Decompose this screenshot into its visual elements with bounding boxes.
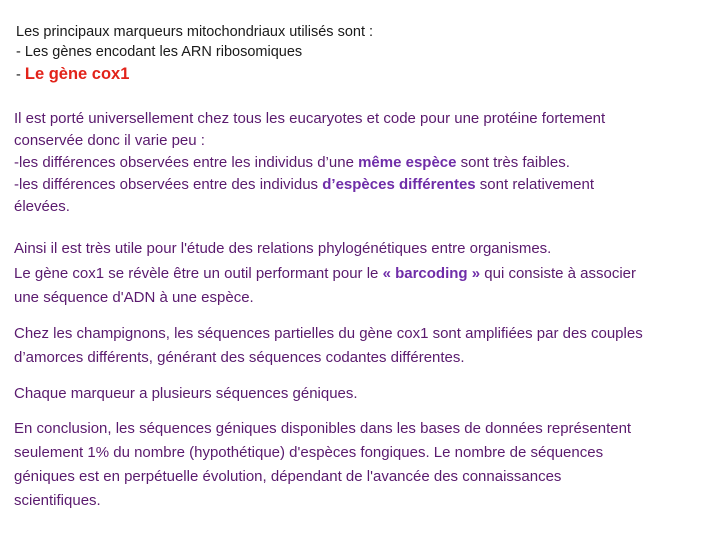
paragraph-line: Chaque marqueur a plusieurs séquences géniques. (14, 385, 358, 402)
emphasis-barcoding: « barcoding » (382, 264, 481, 282)
header-line-cox1 (16, 64, 373, 85)
paragraph-line (14, 152, 709, 174)
paragraph-line: En conclusion, les séquences géniques disponibles dans les bases de données représentent (14, 420, 632, 437)
header-block (16, 22, 373, 85)
paragraph-conservation (14, 108, 709, 218)
text-run: sont relativement (475, 176, 595, 193)
paragraph-line (14, 262, 709, 287)
text-run: -les différences observées entre des individus (14, 176, 323, 193)
header-line-intro: Les principaux marqueurs mitochondriaux utilisés sont : (16, 24, 374, 40)
text-run: sont très faibles. (456, 154, 570, 171)
paragraph-line: élevées. (14, 198, 70, 215)
paragraph-line: géniques est en perpétuelle évolution, dépendant de l'avancée des connaissances (14, 468, 562, 485)
emphasis-especes-differentes: d’espèces différentes (322, 176, 476, 193)
text-run: Le gène cox1 se révèle être un outil performant pour le (14, 264, 383, 282)
paragraph-line: Chez les champignons, les séquences partielles du gène cox1 sont amplifiées par des couples (14, 325, 643, 342)
header-line-cox1-prefix: - (16, 67, 25, 83)
paragraph-line: d’amorces différents, générant des séquences codantes différentes. (14, 349, 465, 366)
cox1-heading: Le gène cox1 (24, 65, 130, 83)
paragraph-line: Il est porté universellement chez tous les eucaryotes et code pour une protéine fortement (14, 110, 606, 127)
paragraph-line: scientifiques. (14, 492, 101, 509)
text-run: -les différences observées entre les individus d’une (14, 154, 359, 171)
paragraph-barcoding (14, 237, 709, 311)
emphasis-meme-espece: même espèce (358, 154, 457, 171)
paragraph-line: Ainsi il est très utile pour l'étude des relations phylogénétiques entre organismes. (14, 240, 552, 257)
paragraph-line (14, 174, 709, 196)
paragraph-line: conservée donc il varie peu : (14, 132, 205, 149)
paragraph-champignons (14, 322, 709, 370)
text-run: qui consiste à associer (480, 264, 637, 282)
paragraph-conclusion (14, 417, 709, 513)
paragraph-line: seulement 1% du nombre (hypothétique) d'espèces fongiques. Le nombre de séquences (14, 444, 604, 461)
header-line-arn: - Les gènes encodant les ARN ribosomiques (16, 44, 303, 60)
paragraph-marqueur (14, 383, 709, 405)
paragraph-line: une séquence d'ADN à une espèce. (14, 289, 254, 306)
